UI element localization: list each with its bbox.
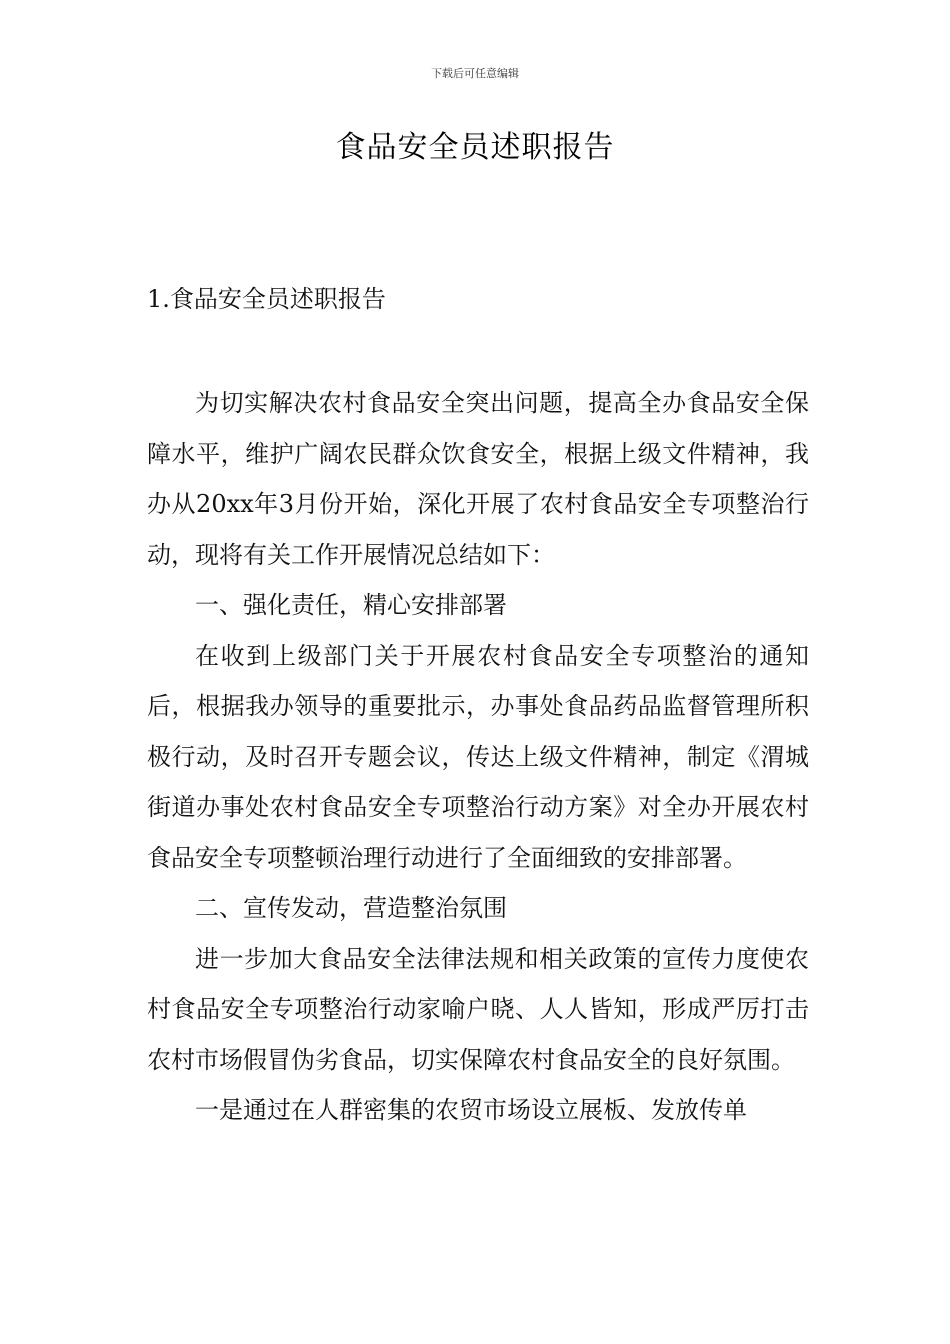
- paragraph-1: 在收到上级部门关于开展农村食品安全专项整治的通知后，根据我办领导的重要批示，办事处食品药品监督管理所积极行动，及时召开专题会议，传达上级文件精神，制定《渭城街道办事处农村食品安全专项整治行动方案》对全办开展农村食品安全专项整顿治理行动进行了全面细致的安排部署。: [147, 641, 809, 872]
- paragraph-intro: 为切实解决农村食品安全突出问题，提高全办食品安全保障水平，维护广阔农民群众饮食安全，根据上级文件精神，我办从20xx年3月份开始，深化开展了农村食品安全专项整治行动，现将有关工作开展情况总结如下：: [147, 389, 809, 569]
- paragraph-2: 进一步加大食品安全法律法规和相关政策的宣传力度使农村食品安全专项整治行动家喻户晓、人人皆知，形成严厉打击农村市场假冒伪劣食品，切实保障农村食品安全的良好氛围。: [147, 944, 809, 1074]
- header-note: 下载后可任意编辑: [431, 67, 519, 80]
- subheading-1: 一、强化责任，精心安排部署: [195, 591, 507, 619]
- document-title: 食品安全员述职报告: [335, 130, 615, 165]
- section-heading: 1.食品安全员述职报告: [147, 285, 386, 313]
- paragraph-3: 一是通过在人群密集的农贸市场设立展板、发放传单: [195, 1096, 747, 1124]
- body-text: [147, 378, 809, 1136]
- subheading-2: 二、宣传发动，营造整治氛围: [195, 894, 507, 922]
